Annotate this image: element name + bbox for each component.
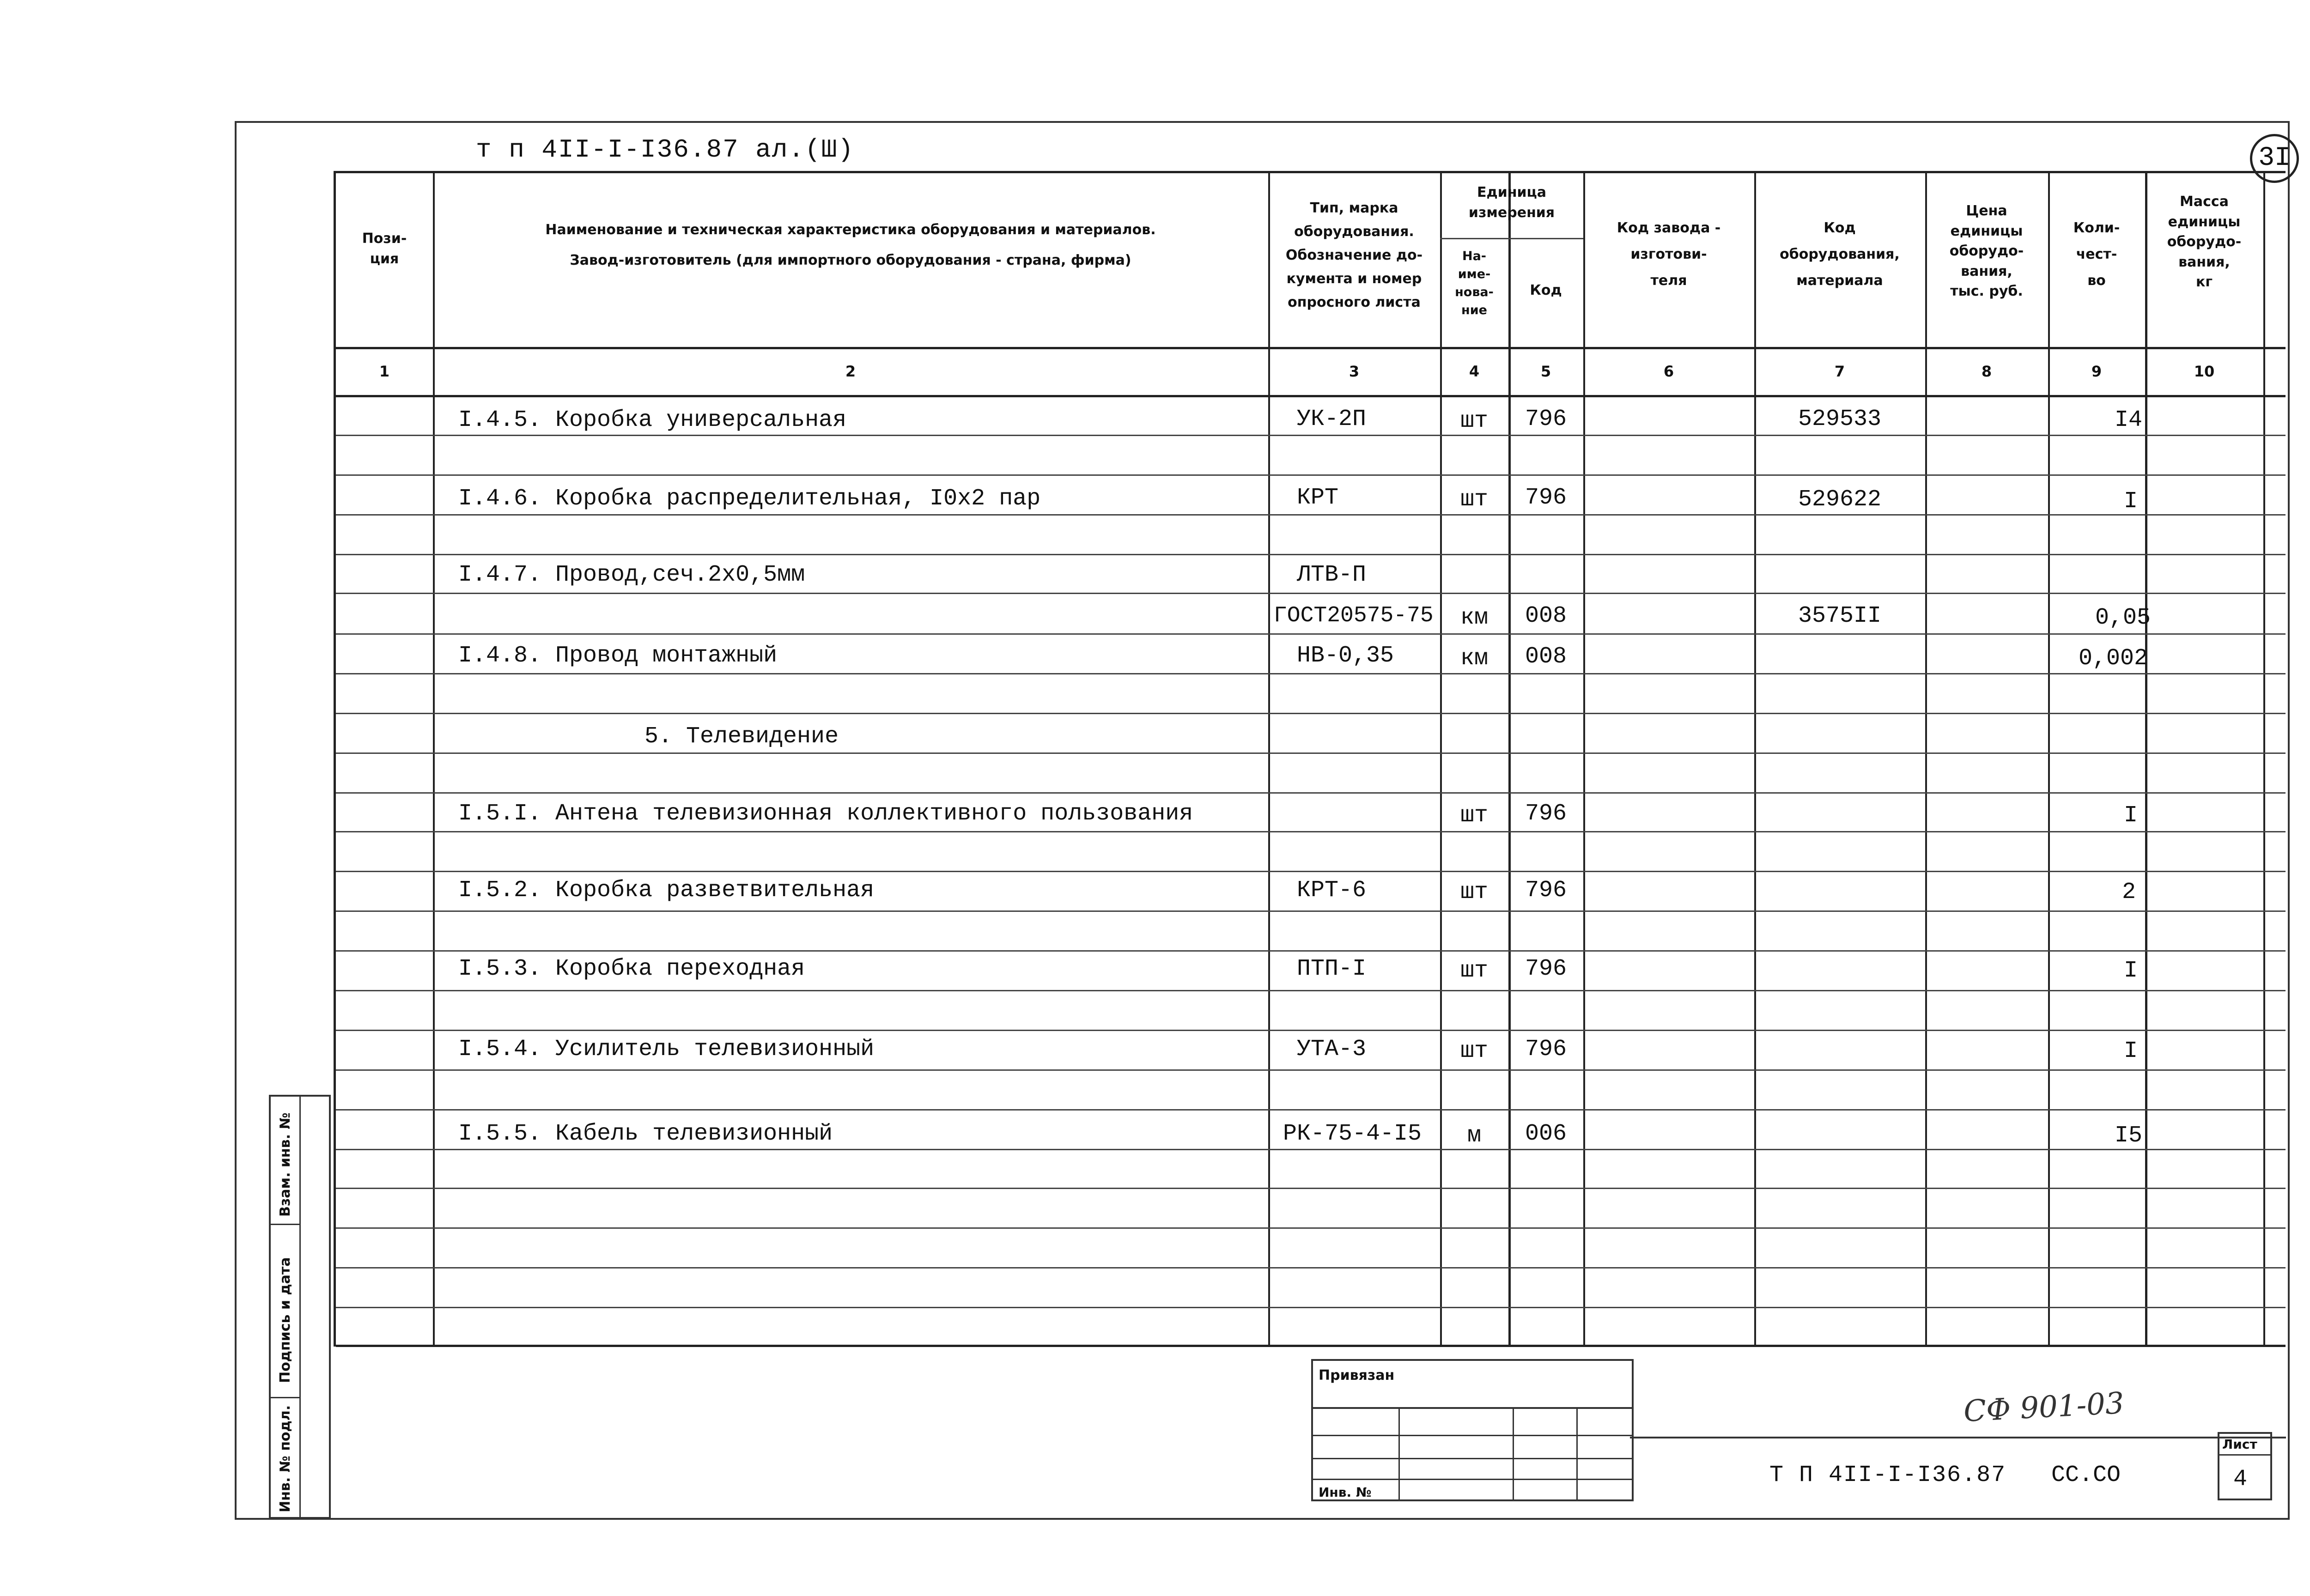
row-line xyxy=(336,1109,2286,1111)
table-row-name: I.4.7. Провод,сеч.2х0,5мм xyxy=(458,562,805,588)
col-line xyxy=(433,173,435,1347)
row-line xyxy=(336,514,2286,516)
row-line xyxy=(336,1030,2286,1031)
row-line xyxy=(336,792,2286,794)
stamp-line xyxy=(1576,1407,1578,1499)
row-line xyxy=(336,910,2286,912)
table-row-type: НВ-0,35 xyxy=(1297,643,1394,669)
table-row-unit: км xyxy=(1460,645,1488,672)
header-name: Наименование и техническая характеристика оборудования и материалов. Завод-изготовитель (для импортного оборудования - страна, фирма) xyxy=(545,222,1156,268)
list-label: Лист xyxy=(2222,1437,2257,1452)
row-line xyxy=(336,593,2286,594)
table-row-material-code: 3575II xyxy=(1798,603,1882,629)
stamp-privyazan: Привязан xyxy=(1319,1367,1395,1384)
column-number: 4 xyxy=(1469,363,1480,380)
table-row-type: УТА-3 xyxy=(1297,1036,1367,1062)
header-position: Пози- ция xyxy=(362,231,407,267)
header-type: Тип, марка оборудования. Обозначение до- кумента и номер опросного листа xyxy=(1285,200,1423,310)
header-unit-code: Код xyxy=(1530,282,1562,298)
side-label-vzam: Взам. инв. № xyxy=(277,1112,293,1217)
side-label-inv: Инв. № подл. xyxy=(277,1405,293,1512)
table-row-unit: шт xyxy=(1460,408,1488,434)
table-row-name: I.5.4. Усилитель телевизионный xyxy=(458,1036,875,1062)
table-row-type: КРТ-6 xyxy=(1297,877,1367,904)
stamp-line xyxy=(1313,1435,1632,1436)
title-block-line xyxy=(1630,1437,2286,1438)
table-row-name: I.4.8. Провод монтажный xyxy=(458,643,778,669)
stamp-line xyxy=(1313,1479,1632,1480)
table-row-unit: шт xyxy=(1460,958,1488,984)
header-mass: Масса единицы оборудо- вания, кг xyxy=(2167,194,2242,290)
table-bottom-line xyxy=(336,1345,2286,1347)
row-line xyxy=(336,554,2286,555)
row-line xyxy=(336,1227,2286,1229)
sheet-number: 3I xyxy=(2250,134,2299,183)
column-number: 10 xyxy=(2194,363,2215,380)
header-unit-name: На- име- нова- ние xyxy=(1455,249,1494,318)
row-line xyxy=(336,435,2286,436)
side-stamp-separator xyxy=(271,1224,299,1225)
stamp-inv-no: Инв. № xyxy=(1319,1485,1372,1500)
row-line xyxy=(336,474,2286,476)
col-line xyxy=(1268,173,1270,1347)
table-row-quantity: I xyxy=(2124,802,2138,829)
table-row-quantity: I xyxy=(2124,1038,2138,1064)
side-stamp-separator xyxy=(271,1397,299,1398)
row-line xyxy=(336,1069,2286,1071)
row-line xyxy=(336,871,2286,872)
side-stamp xyxy=(269,1095,331,1519)
table-row-quantity: I xyxy=(2124,488,2138,515)
unit-group-line xyxy=(1440,238,1583,239)
col-line xyxy=(2145,173,2147,1347)
footer-doc-code: Т П 4II-I-I36.87 xyxy=(1769,1462,2006,1488)
table-row-unit: шт xyxy=(1460,802,1488,829)
table-row-type: ГОСТ20575-75 xyxy=(1274,603,1434,628)
col-line xyxy=(1754,173,1756,1347)
footer-doc-section: СС.СО xyxy=(2051,1462,2121,1488)
table-row-name: I.5.3. Коробка переходная xyxy=(458,956,805,982)
table-row-quantity: I5 xyxy=(2115,1123,2143,1149)
col-line xyxy=(2048,173,2050,1347)
column-number: 6 xyxy=(1663,363,1674,380)
header-line xyxy=(336,347,2286,349)
table-row-type: КРТ xyxy=(1297,485,1339,511)
spec-table xyxy=(334,171,2286,1347)
table-row-name: I.5.2. Коробка разветвительная xyxy=(458,877,875,904)
row-line xyxy=(336,1267,2286,1268)
table-row-name: I.4.6. Коробка распределительная, I0х2 пар xyxy=(458,485,1041,512)
list-number: 4 xyxy=(2233,1466,2248,1493)
table-row-code: 006 xyxy=(1525,1121,1567,1147)
row-line xyxy=(336,633,2286,635)
row-line xyxy=(336,950,2286,952)
column-number: 9 xyxy=(2091,363,2102,380)
doc-code: т п 4II-I-I36.87 ал.(Ш) xyxy=(476,135,854,164)
binding-stamp xyxy=(1311,1359,1634,1501)
side-label-podpis: Подпись и дата xyxy=(277,1257,293,1383)
table-row-unit: шт xyxy=(1460,879,1488,905)
column-number: 1 xyxy=(379,363,390,380)
row-line xyxy=(336,831,2286,832)
table-row-quantity: 2 xyxy=(2122,879,2136,905)
table-row-type: РК-75-4-I5 xyxy=(1283,1121,1422,1147)
table-row-name: I.4.5. Коробка универсальная xyxy=(458,407,847,433)
table-row-type: УК-2П xyxy=(1297,406,1367,432)
header-material-code: Код оборудования, материала xyxy=(1780,220,1900,289)
table-row-type: ЛТВ-П xyxy=(1297,562,1367,588)
table-row-quantity: I4 xyxy=(2115,407,2143,433)
column-number: 2 xyxy=(845,363,856,380)
table-row-code: 796 xyxy=(1525,485,1567,511)
table-row-code: 796 xyxy=(1525,406,1567,432)
section-heading: 5. Телевидение xyxy=(644,723,839,750)
table-row-unit: км xyxy=(1460,605,1488,631)
table-row-code: 796 xyxy=(1525,801,1567,827)
col-line xyxy=(1508,173,1511,1347)
table-row-code: 796 xyxy=(1525,1036,1567,1062)
stamp-line xyxy=(1313,1407,1632,1409)
table-row-name: I.5.5. Кабель телевизионный xyxy=(458,1121,833,1147)
col-line xyxy=(1583,173,1585,1347)
column-number: 5 xyxy=(1540,363,1551,380)
column-number: 3 xyxy=(1349,363,1360,380)
stamp-line xyxy=(1313,1458,1632,1459)
row-line xyxy=(336,713,2286,714)
stamp-line xyxy=(1513,1407,1514,1499)
table-row-unit: шт xyxy=(1460,1038,1488,1064)
row-line xyxy=(336,752,2286,754)
list-separator xyxy=(2219,1454,2270,1456)
table-row-code: 008 xyxy=(1525,603,1567,629)
stamp-line xyxy=(1398,1407,1400,1499)
table-row-unit: м xyxy=(1467,1123,1481,1149)
table-row-name: I.5.I. Антена телевизионная коллективного пользования xyxy=(458,801,1193,827)
table-row-material-code: 529533 xyxy=(1798,406,1882,432)
table-row-code: 796 xyxy=(1525,956,1567,982)
table-row-type: ПТП-I xyxy=(1297,956,1367,982)
row-line xyxy=(336,673,2286,674)
table-row-material-code: 529622 xyxy=(1798,486,1882,513)
row-line xyxy=(336,1307,2286,1308)
header-line xyxy=(336,395,2286,397)
header-price: Цена единицы оборудо- вания, тыс. руб. xyxy=(1949,203,2024,299)
column-number: 8 xyxy=(1981,363,1992,380)
table-row-quantity: 0,05 xyxy=(2095,605,2151,631)
row-line xyxy=(336,1188,2286,1189)
table-row-unit: шт xyxy=(1460,486,1488,513)
table-row-code: 796 xyxy=(1525,877,1567,904)
row-line xyxy=(336,990,2286,991)
header-unit-group: Единица измерения xyxy=(1468,184,1555,221)
handwritten-code: СФ 901-03 xyxy=(1963,1386,2125,1429)
header-plant-code: Код завода - изготови- теля xyxy=(1617,220,1721,289)
list-box xyxy=(2218,1432,2272,1500)
row-line xyxy=(336,1149,2286,1150)
col-line xyxy=(1440,173,1442,1347)
table-row-code: 008 xyxy=(1525,643,1567,670)
header-quantity: Коли- чест- во xyxy=(2073,220,2120,289)
column-number: 7 xyxy=(1834,363,1845,380)
col-line xyxy=(1925,173,1927,1347)
table-row-quantity: 0,002 xyxy=(2079,645,2148,672)
col-line xyxy=(2263,173,2265,1347)
table-row-quantity: I xyxy=(2124,958,2138,984)
